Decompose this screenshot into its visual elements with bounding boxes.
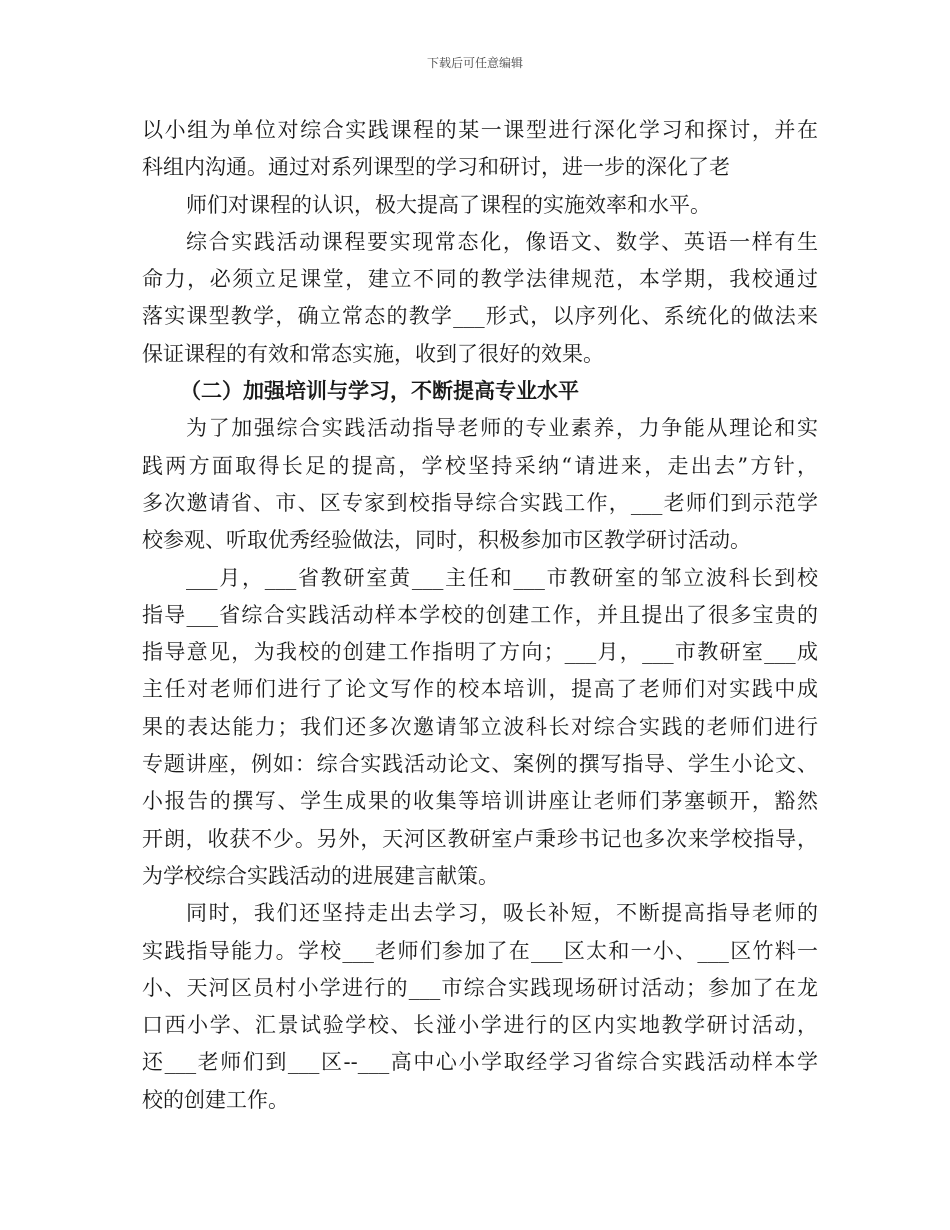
text-line: 果的表达能力；我们还多次邀请邹立波科长对综合实践的老师们进行 xyxy=(142,714,818,739)
text-line: 综合实践活动课程要实现常态化，像语文、数学、英语一样有生 xyxy=(186,229,818,254)
page-header-note: 下载后可任意编辑 xyxy=(426,56,523,70)
text-line: 落实课型教学，确立常态的教学___形式，以序列化、系统化的做法来 xyxy=(142,304,818,329)
text-line: 为了加强综合实践活动指导老师的专业素养，力争能从理论和实 xyxy=(186,416,818,441)
text-line: 科组内沟通。通过对系列课型的学习和研讨，进一步的深化了老 xyxy=(142,155,730,180)
text-line: 专题讲座，例如：综合实践活动论文、案例的撰写指导、学生小论文、 xyxy=(142,752,818,777)
text-line: 口西小学、汇景试验学校、长湴小学进行的区内实地教学研讨活动， xyxy=(142,1013,818,1038)
text-line: 校参观、听取优秀经验做法，同时，积极参加市区教学研讨活动。 xyxy=(142,528,751,553)
text-line: 命力，必须立足课堂，建立不同的教学法律规范，本学期，我校通过 xyxy=(142,267,818,292)
text-line: 指导意见，为我校的创建工作指明了方向；___月，___市教研室___成 xyxy=(142,640,818,665)
document-body xyxy=(142,112,818,1119)
text-line: 指导___省综合实践活动样本学校的创建工作，并且提出了很多宝贵的 xyxy=(142,602,818,627)
text-line: 小报告的撰写、学生成果的收集等培训讲座让老师们茅塞顿开，豁然 xyxy=(142,789,818,814)
text-line: 校的创建工作。 xyxy=(142,1087,289,1112)
text-line: 践两方面取得长足的提高，学校坚持采纳“请进来，走出去”方针， xyxy=(142,453,818,478)
text-line: 还___老师们到___区--___高中心小学取经学习省综合实践活动样本学 xyxy=(142,1050,818,1075)
text-line: 开朗，收获不少。另外，天河区教研室卢秉珍书记也多次来学校指导， xyxy=(142,826,818,851)
text-line: 多次邀请省、市、区专家到校指导综合实践工作，___老师们到示范学 xyxy=(142,490,818,515)
text-line: 师们对课程的认识，极大提高了课程的实施效率和水平。 xyxy=(186,192,711,217)
text-line: ___月，___省教研室黄___主任和___市教研室的邹立波科长到校 xyxy=(186,565,818,590)
section-heading: （二）加强培训与学习，不断提高专业水平 xyxy=(180,379,579,404)
text-line: 主任对老师们进行了论文写作的校本培训，提高了老师们对实践中成 xyxy=(142,677,818,702)
text-line: 小、天河区员村小学进行的___市综合实践现场研讨活动；参加了在龙 xyxy=(142,975,818,1000)
text-line: 为学校综合实践活动的进展建言献策。 xyxy=(142,863,499,888)
text-line: 保证课程的有效和常态实施，收到了很好的效果。 xyxy=(142,341,604,366)
text-line: 实践指导能力。学校___老师们参加了在___区太和一小、___区竹料一 xyxy=(142,938,818,963)
text-line: 同时，我们还坚持走出去学习，吸长补短，不断提高指导老师的 xyxy=(186,901,818,926)
text-line: 以小组为单位对综合实践课程的某一课型进行深化学习和探讨，并在 xyxy=(142,118,818,142)
